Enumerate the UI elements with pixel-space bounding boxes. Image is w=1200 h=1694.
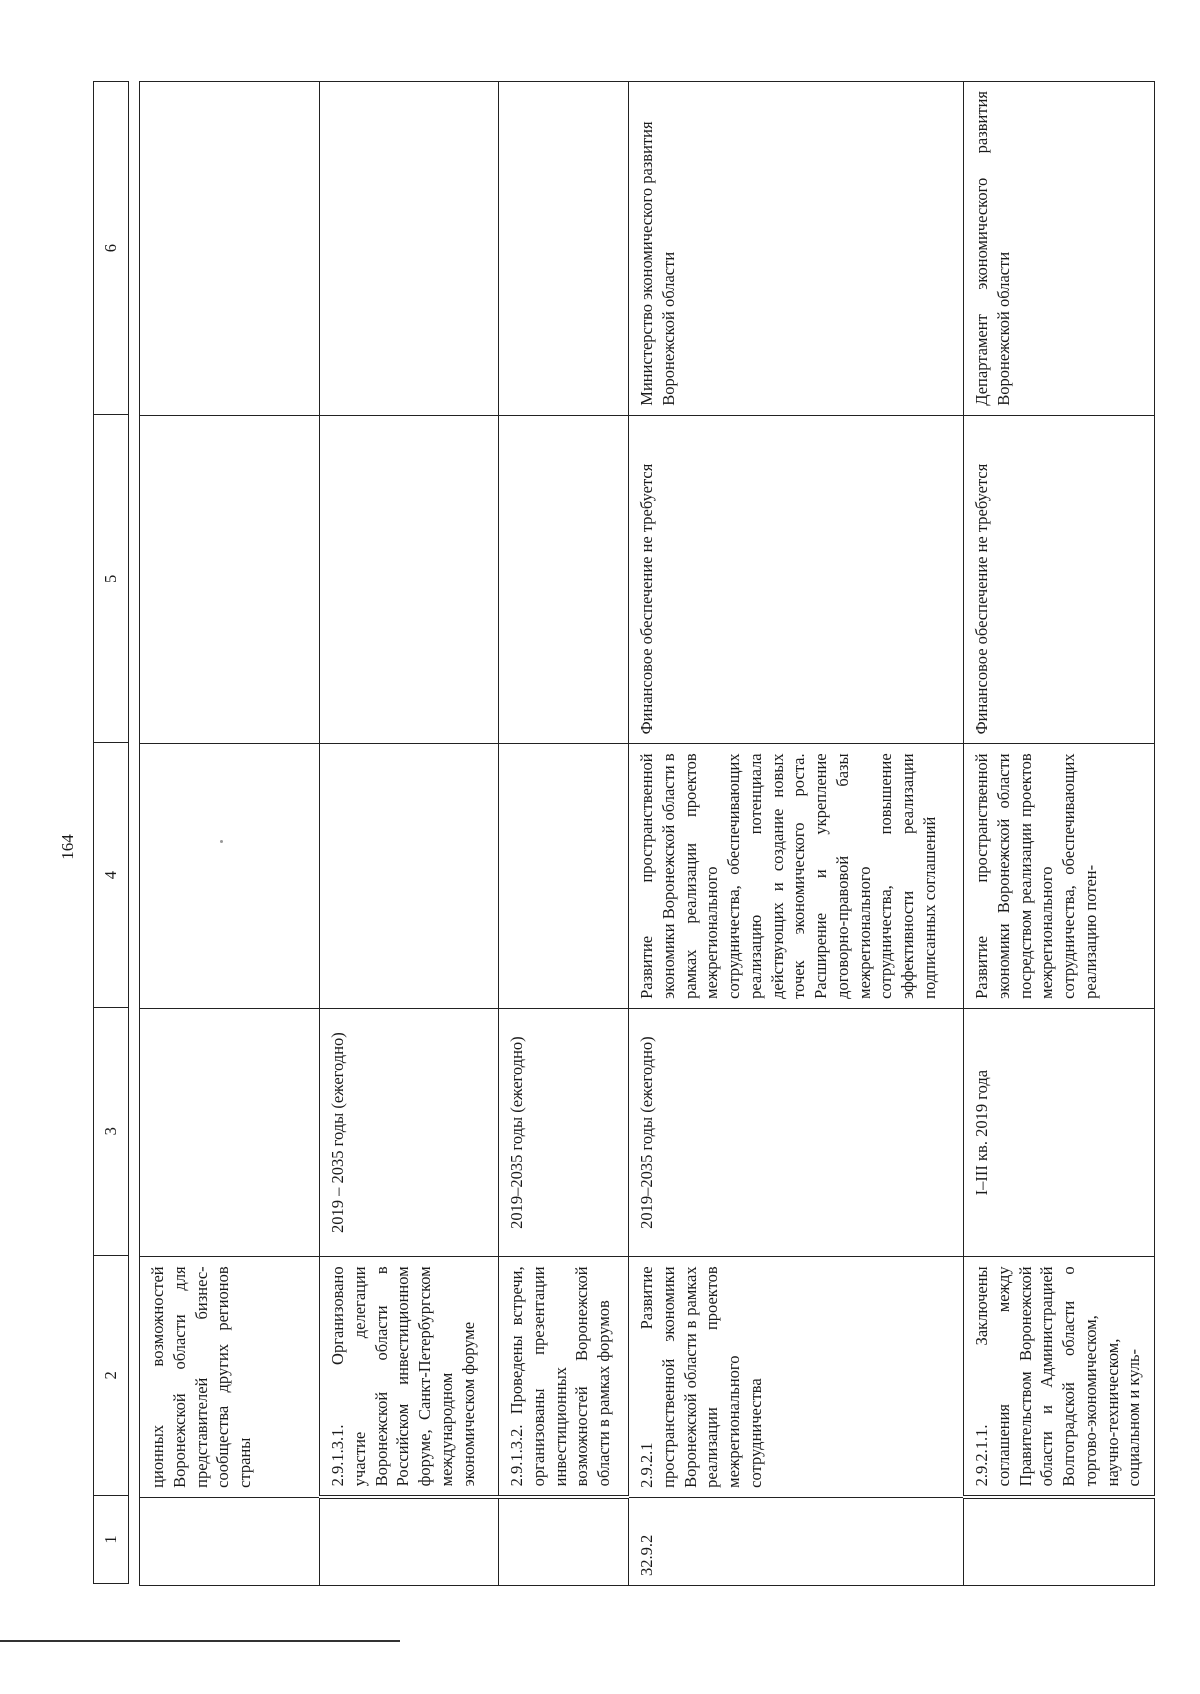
cell-responsible: Департамент экономического развития Воронежской области [964, 82, 1155, 416]
header-col-6: 6 [94, 82, 129, 415]
cell-funding: Финансовое обеспечение не требуется [964, 415, 1155, 744]
cell-funding: Финансовое обеспечение не требуется [629, 415, 964, 744]
cell-code: 32.9.2 [629, 1497, 964, 1585]
cell-funding [499, 415, 629, 744]
cell-period: 2019 – 2035 годы (ежегодно) [320, 1008, 499, 1256]
scan-edge-line [0, 1640, 400, 1642]
column-number-header [93, 81, 129, 1584]
rotated-page-content [93, 81, 1144, 1584]
cell-funding [140, 415, 320, 744]
page-number: 164 [58, 834, 77, 860]
cell-result: Развитие пространственной экономики Воронежской области посредством реализации проектов межрегионального сотрудничества, обеспечивающих реализацию потен- [964, 744, 1155, 1009]
header-col-5: 5 [94, 415, 129, 743]
cell-result [499, 744, 629, 1009]
header-col-4: 4 [94, 743, 129, 1007]
table-row [629, 82, 964, 1586]
cell-measure: 2.9.1.3.2. Проведены встречи, организованы презентации инвестиционных возможностей Воронежской области в рамках форумов [499, 1257, 629, 1497]
scan-speck [220, 840, 223, 843]
cell-period [140, 1008, 320, 1256]
cell-funding [320, 415, 499, 744]
cell-measure: ционных возможностей Воронежской области для представителей бизнес-сообщества других регионов страны [140, 1257, 320, 1497]
cell-result: Развитие пространственной экономики Воронежской области в рамках реализации проектов межрегионального сотрудничества, обеспечивающих реализацию потенциала действующих и создание новых точек экономического роста. Расширение и укрепление договорно-правовой базы межрегионального сотрудничества, повышение эффективности реализации подписанных соглашений [629, 744, 964, 1009]
cell-responsible [140, 82, 320, 416]
plan-table [139, 81, 1155, 1586]
cell-code [320, 1497, 499, 1585]
header-col-1: 1 [94, 1495, 129, 1583]
cell-period: 2019–2035 годы (ежегодно) [629, 1008, 964, 1256]
cell-responsible [320, 82, 499, 416]
cell-period: 2019–2035 годы (ежегодно) [499, 1008, 629, 1256]
table-row [499, 82, 629, 1586]
header-col-2: 2 [94, 1255, 129, 1495]
table-row [320, 82, 499, 1586]
cell-measure: 2.9.2.1.1. Заключены соглашения между Правительством Воронежской области и Администрацией Волгоградской области о торгово-экономическом, научно-техническом, социальном и куль- [964, 1257, 1155, 1497]
cell-responsible [499, 82, 629, 416]
cell-responsible: Министерство экономического развития Воронежской области [629, 82, 964, 416]
cell-result [140, 744, 320, 1009]
cell-code [964, 1497, 1155, 1585]
cell-period: I–III кв. 2019 года [964, 1008, 1155, 1256]
table-row [140, 82, 320, 1586]
cell-measure: 2.9.2.1 Развитие пространственной экономики Воронежской области в рамках реализации проектов межрегионального сотрудничества [629, 1257, 964, 1497]
cell-measure: 2.9.1.3.1. Организовано участие делегации Воронежской области в Российском инвестиционном форуме, Санкт-Петербургском международном экономическом форуме [320, 1257, 499, 1497]
cell-code [140, 1497, 320, 1585]
header-col-3: 3 [94, 1007, 129, 1255]
cell-result [320, 744, 499, 1009]
cell-code [499, 1497, 629, 1585]
table-row [964, 82, 1155, 1586]
